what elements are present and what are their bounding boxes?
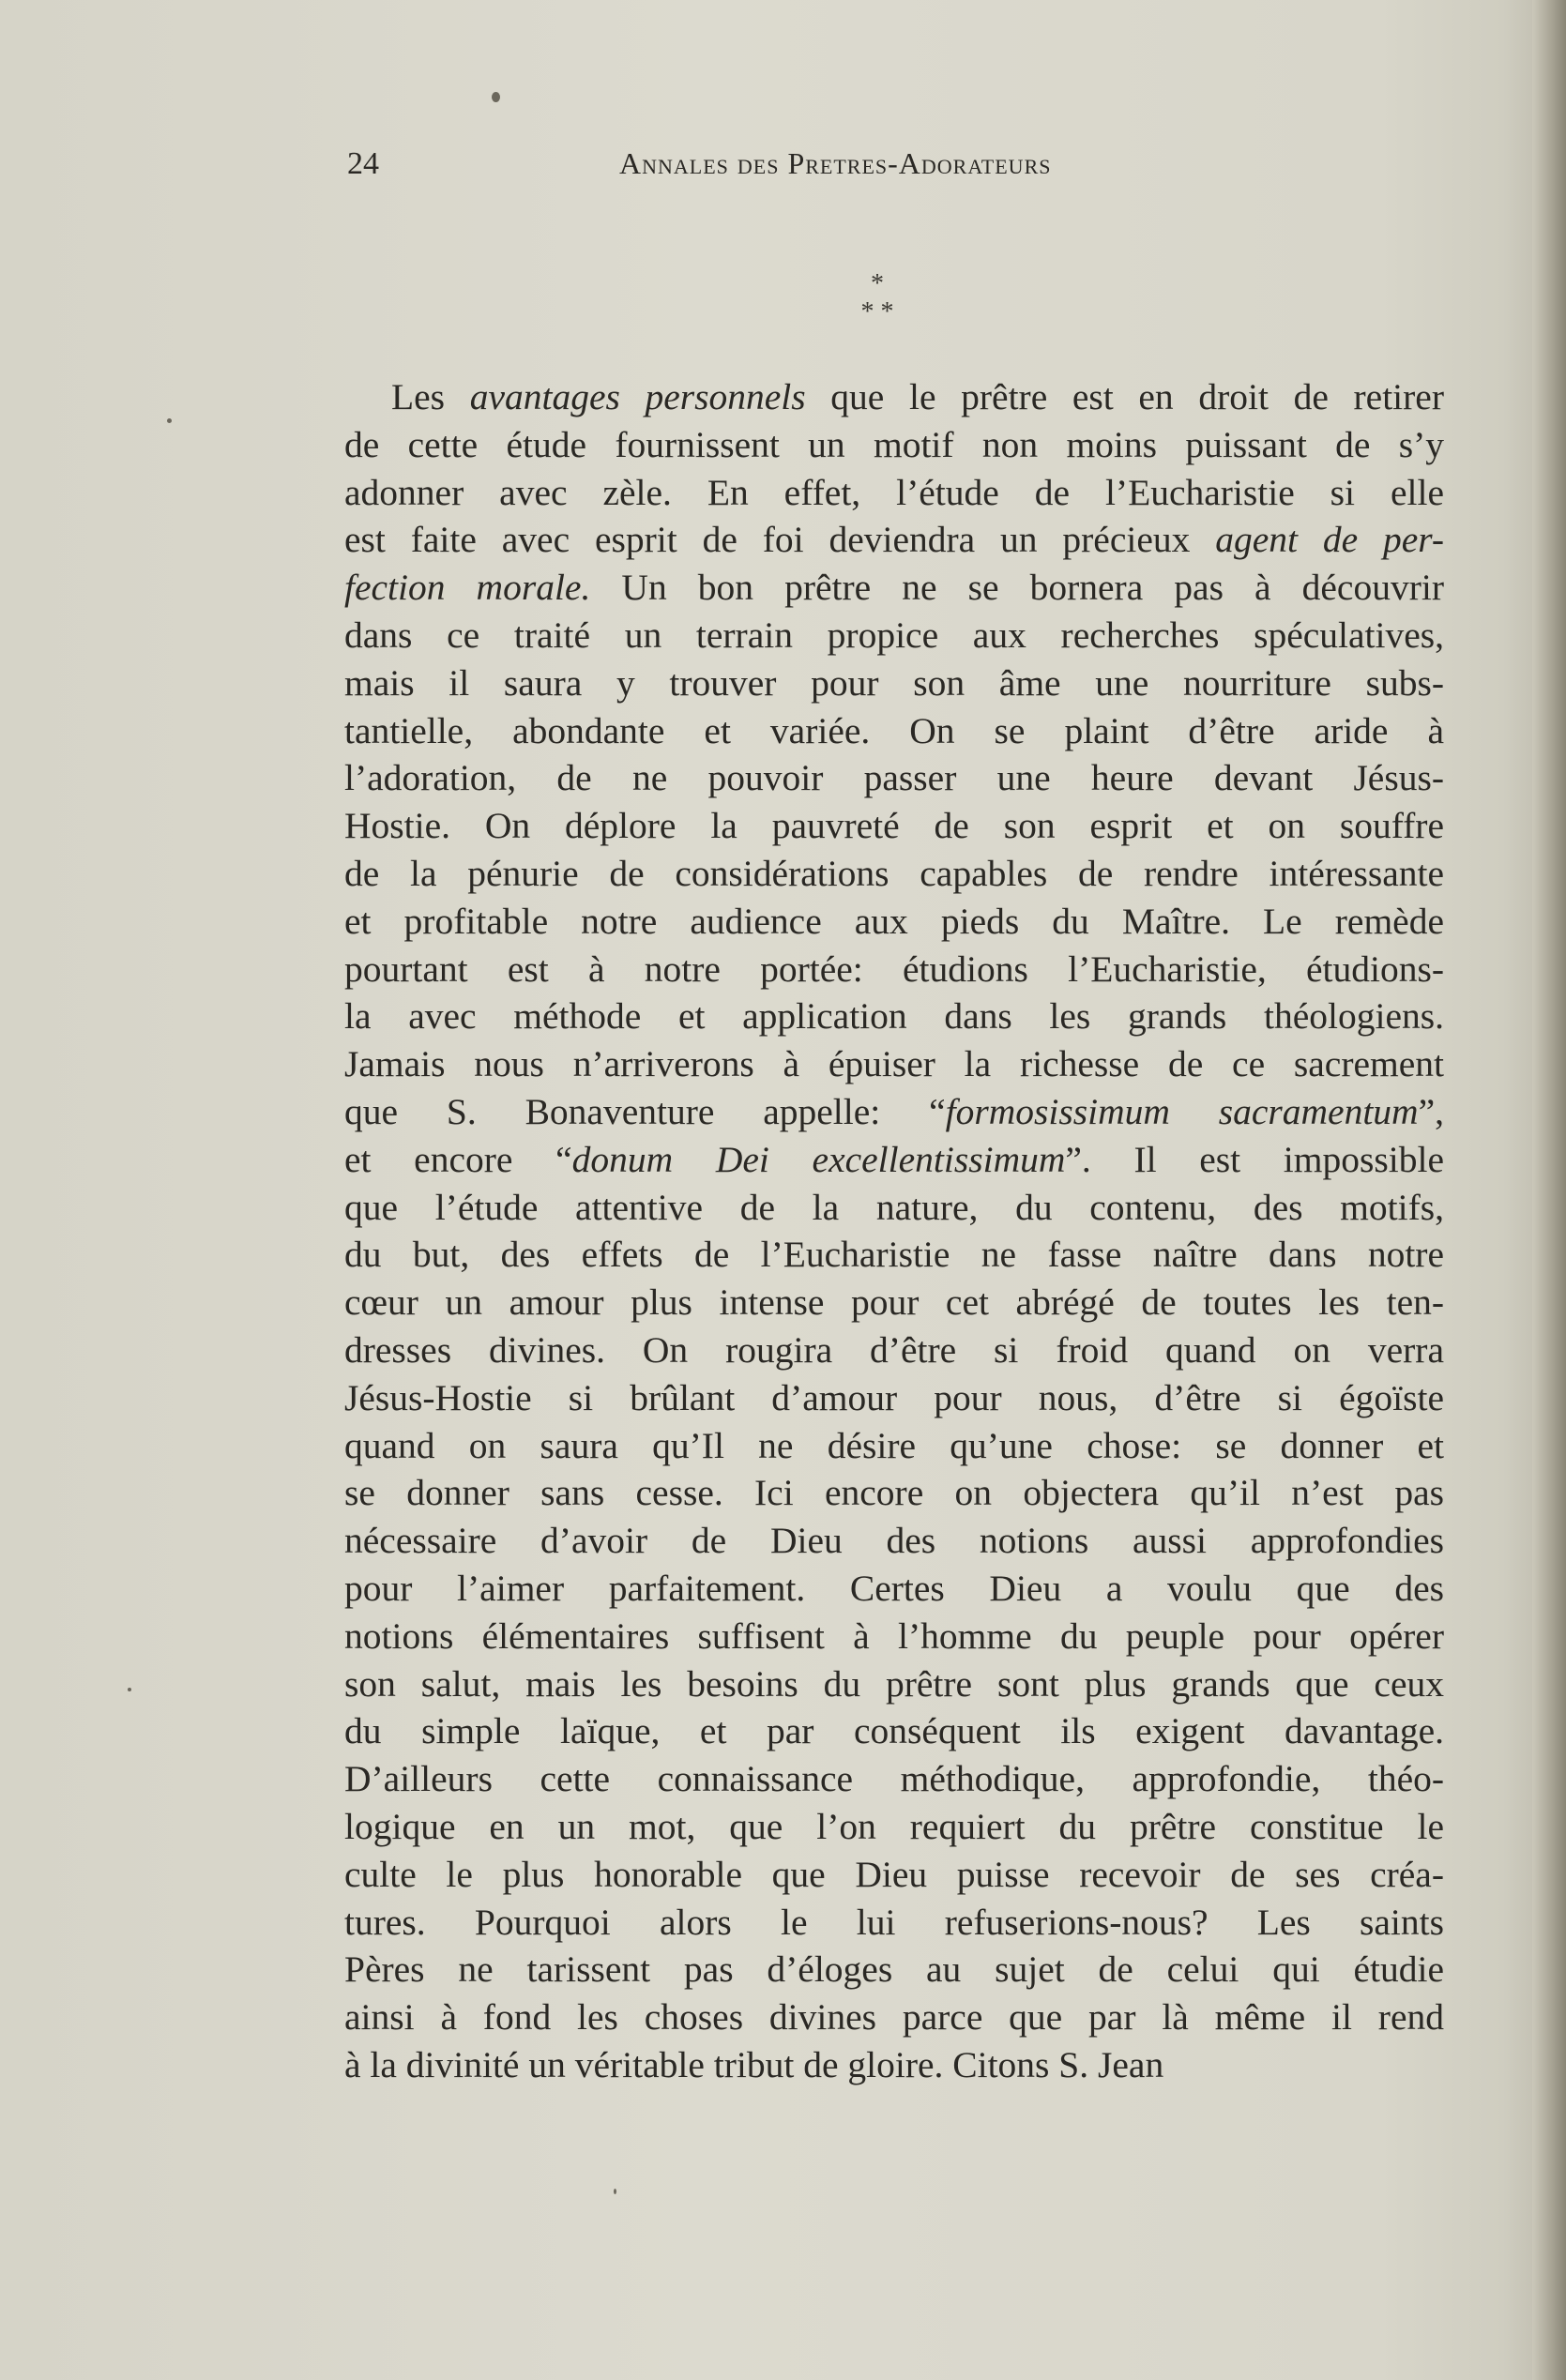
- text-line: [344, 850, 1444, 898]
- text-line: [344, 1946, 1444, 1993]
- text-segment: culte le plus honorable que Dieu puisse recevoir de ses créa-: [344, 1853, 1444, 1895]
- text-line: [344, 1707, 1444, 1755]
- text-segment: Un bon prêtre ne se bornera pas à découvrir: [590, 567, 1444, 609]
- text-line: [344, 373, 1444, 421]
- text-segment: Jamais nous n’arriverons à épuiser la richesse de ce sacrement: [344, 1043, 1444, 1085]
- text-segment: que l’étude attentive de la nature, du contenu, des motifs,: [344, 1186, 1444, 1228]
- text-line: [344, 1088, 1444, 1136]
- text-segment: cœur un amour plus intense pour cet abrégé de toutes les ten-: [344, 1281, 1444, 1324]
- text-line: [344, 659, 1444, 707]
- text-line: [344, 1231, 1444, 1279]
- text-line: [344, 898, 1444, 946]
- text-line: [344, 1422, 1444, 1470]
- text-segment: la avec méthode et application dans les grands théologiens.: [344, 995, 1444, 1038]
- italic-segment: donum Dei excellentissimum: [571, 1138, 1066, 1180]
- text-segment: de cette étude fournissent un motif non moins puissant de s’y: [344, 423, 1444, 465]
- text-segment: Jésus-Hostie si brûlant d’amour pour nous, d’être si égoïste: [344, 1376, 1444, 1418]
- text-segment: Les: [391, 376, 470, 417]
- text-segment: nécessaire d’avoir de Dieu des notions aussi approfondies: [344, 1520, 1444, 1562]
- italic-segment: avantages personnels: [469, 376, 806, 417]
- text-line: [344, 1755, 1444, 1803]
- text-segment: logique en un mot, que l’on requiert du prêtre constitue le: [344, 1805, 1444, 1847]
- text-segment: et encore “: [344, 1138, 572, 1180]
- text-line: [344, 802, 1444, 850]
- text-line: [344, 2041, 1444, 2089]
- paper-speck: [492, 92, 500, 102]
- text-line: [344, 421, 1444, 469]
- text-segment: que le prêtre est en droit de retirer: [805, 376, 1444, 417]
- text-line: [344, 1136, 1444, 1184]
- text-segment: mais il saura y trouver pour son âme une nourriture subs-: [344, 661, 1444, 704]
- text-segment: de la pénurie de considérations capables de rendre intéressante: [344, 852, 1444, 894]
- italic-segment: agent de per-: [1215, 519, 1444, 561]
- text-segment: D’ailleurs cette connaissance méthodique, approfondie, théo-: [344, 1758, 1444, 1800]
- paper-speck: [614, 2189, 616, 2194]
- text-line: [344, 1517, 1444, 1565]
- text-segment: adonner avec zèle. En effet, l’étude de l’Eucharistie si elle: [344, 471, 1444, 513]
- text-line: [344, 1613, 1444, 1660]
- text-line: [344, 469, 1444, 517]
- text-line: [344, 707, 1444, 755]
- text-line: [344, 1565, 1444, 1613]
- text-segment: quand on saura qu’Il ne désire qu’une chose: se donner et: [344, 1424, 1444, 1466]
- asterism-top: *: [871, 269, 884, 298]
- italic-segment: formosissimum sacramentum: [945, 1090, 1419, 1132]
- text-line: [344, 1851, 1444, 1899]
- text-segment: ”,: [1418, 1090, 1444, 1132]
- text-segment: notions élémentaires suffisent à l’homme du peuple pour opérer: [344, 1614, 1444, 1657]
- text-segment: dresses divines. On rougira d’être si froid quand on verra: [344, 1328, 1444, 1371]
- text-segment: du simple laïque, et par conséquent ils exigent davantage.: [344, 1710, 1444, 1752]
- text-line: [344, 1899, 1444, 1947]
- text-segment: l’adoration, de ne pouvoir passer une heure devant Jésus-: [344, 757, 1444, 799]
- text-line: [344, 993, 1444, 1040]
- text-segment: pourtant est à notre portée: étudions l’Eucharistie, étudions-: [344, 947, 1444, 990]
- running-title: Annales des Pretres-Adorateurs: [619, 146, 1052, 180]
- asterism-ornament: [844, 270, 910, 336]
- text-segment: dans ce traité un terrain propice aux recherches spéculatives,: [344, 614, 1444, 656]
- body-paragraph: [344, 373, 1444, 2089]
- page-header: [347, 141, 1285, 197]
- text-line: [344, 516, 1444, 564]
- text-segment: est faite avec esprit de foi deviendra un précieux: [344, 519, 1216, 561]
- text-line: [344, 1040, 1444, 1088]
- text-segment: à la divinité un véritable tribut de gloire. Citons S. Jean: [344, 2043, 1164, 2085]
- text-segment: se donner sans cesse. Ici encore on objectera qu’il n’est pas: [344, 1472, 1444, 1514]
- text-line: [344, 1660, 1444, 1708]
- text-segment: et profitable notre audience aux pieds du Maître. Le remède: [344, 900, 1444, 942]
- text-line: [344, 1803, 1444, 1851]
- text-segment: Hostie. On déplore la pauvreté de son esprit et on souffre: [344, 805, 1444, 847]
- text-line: [344, 946, 1444, 993]
- page-number: 24: [347, 146, 379, 181]
- text-line: [344, 1279, 1444, 1326]
- text-segment: son salut, mais les besoins du prêtre sont plus grands que ceux: [344, 1662, 1444, 1705]
- text-segment: Pères ne tarissent pas d’éloges au sujet de celui qui étudie: [344, 1948, 1444, 1991]
- text-line: [344, 1326, 1444, 1374]
- paper-speck: [167, 418, 172, 423]
- text-line: [344, 1374, 1444, 1422]
- text-line: [344, 754, 1444, 802]
- text-segment: tures. Pourquoi alors le lui refuserions-nous? Les saints: [344, 1901, 1444, 1943]
- text-segment: pour l’aimer parfaitement. Certes Dieu a voulu que des: [344, 1567, 1444, 1609]
- text-segment: ainsi à fond les choses divines parce que par là même il rend: [344, 1996, 1444, 2039]
- text-segment: du but, des effets de l’Eucharistie ne fasse naître dans notre: [344, 1234, 1444, 1276]
- text-line: [344, 1469, 1444, 1517]
- text-segment: ”. Il est impossible: [1065, 1138, 1444, 1180]
- text-segment: tantielle, abondante et variée. On se plaint d’être aride à: [344, 709, 1444, 751]
- text-line: [344, 564, 1444, 612]
- paper-speck: [128, 1688, 131, 1691]
- text-segment: que S. Bonaventure appelle: “: [344, 1090, 946, 1132]
- text-line: [344, 1184, 1444, 1232]
- text-line: [344, 612, 1444, 659]
- page-edge-shadow: [1532, 0, 1566, 2380]
- italic-segment: fection morale.: [344, 567, 591, 609]
- text-line: [344, 1993, 1444, 2041]
- asterism-bottom: * *: [860, 297, 894, 326]
